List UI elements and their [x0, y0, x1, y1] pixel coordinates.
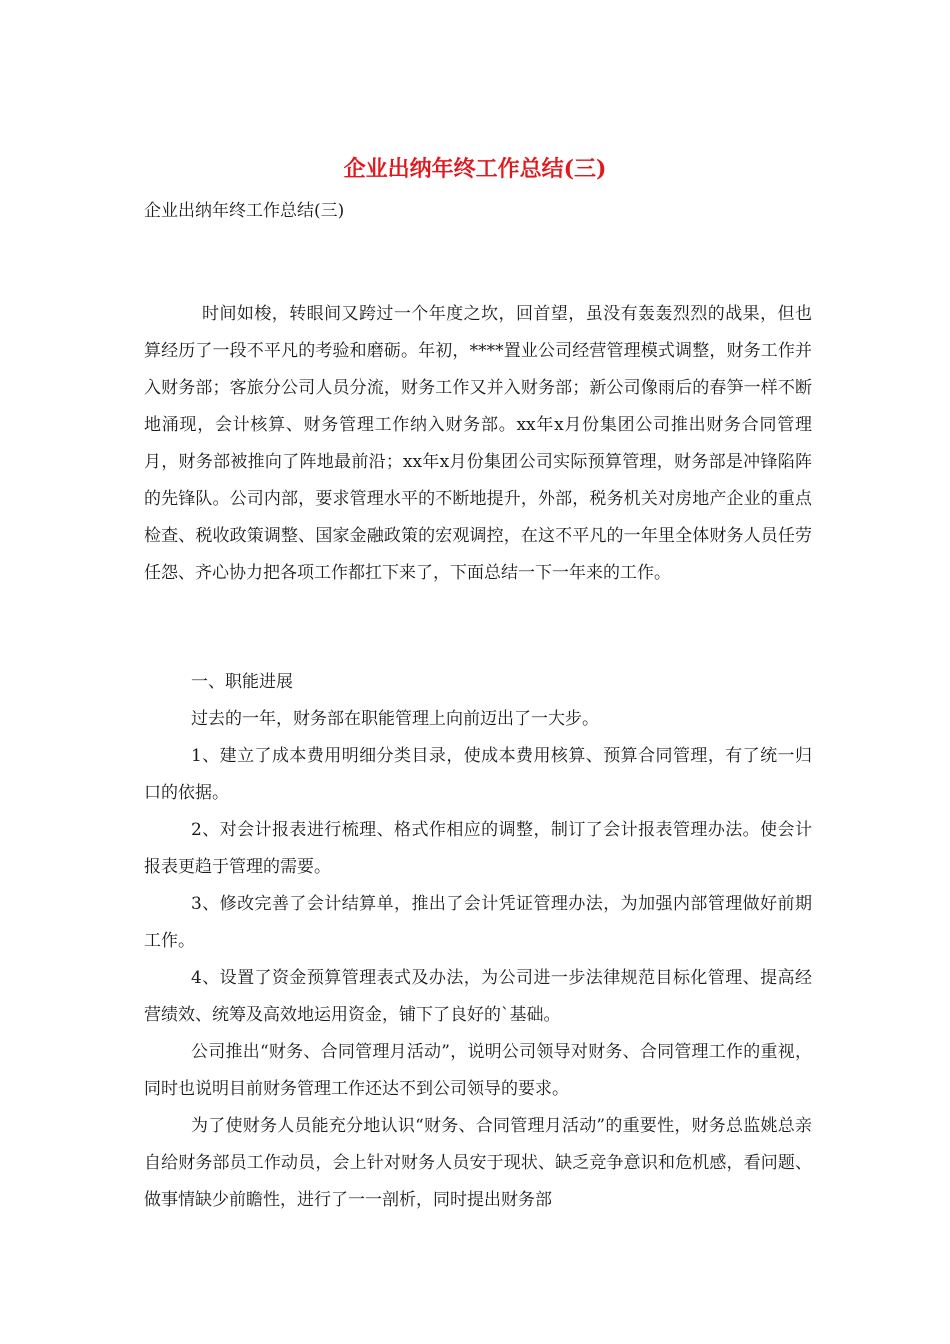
list-item-4: 4、设置了资金预算管理表式及办法，为公司进一步法律规范目标化管理、提高经营绩效、统筹及高效地运用资金，铺下了良好的`基础。 — [144, 968, 812, 1025]
document-title: 企业出纳年终工作总结(三) — [343, 156, 607, 182]
list-item-3: 3、修改完善了会计结算单，推出了会计凭证管理办法，为加强内部管理做好前期工作。 — [144, 894, 812, 951]
document-subtitle: 企业出纳年终工作总结(三) — [144, 201, 345, 221]
intro-paragraph: 时间如梭，转眼间又跨过一个年度之坎，回首望，虽没有轰轰烈烈的战果，但也算经历了一段不平凡的考验和磨砺。年初，****置业公司经营管理模式调整，财务工作并入财务部；客旅分公司人员分流，财务工作又并入财务部；新公司像雨后的春笋一样不断地涌现，会计核算、财务管理工作纳入财务部。xx年x月份集团公司推出财务合同管理月，财务部被推向了阵地最前沿；xx年x月份集团公司实际预算管理，财务部是冲锋陷阵的先锋队。公司内部，要求管理水平的不断地提升，外部，税务机关对房地产企业的重点检查、税收政策调整、国家金融政策的宏观调控，在这不平凡的一年里全体财务人员任劳任怨、齐心协力把各项工作都扛下来了，下面总结一下一年来的工作。 — [144, 304, 812, 583]
management-month-paragraph: 公司推出“财务、合同管理月活动”，说明公司领导对财务、合同管理工作的重视，同时也说明目前财务管理工作还达不到公司领导的要求。 — [144, 1042, 812, 1099]
list-item-2: 2、对会计报表进行梳理、格式作相应的调整，制订了会计报表管理办法。使会计报表更趋于管理的需要。 — [144, 820, 812, 877]
mobilization-meeting-paragraph: 为了使财务人员能充分地认识“财务、合同管理月活动”的重要性，财务总监姚总亲自给财务部员工作动员，会上针对财务人员安于现状、缺乏竞争意识和危机感，看问题、做事情缺少前瞻性，进行了一一剖析，同时提出财务部 — [144, 1116, 812, 1210]
list-item-1: 1、建立了成本费用明细分类目录，使成本费用核算、预算合同管理，有了统一归口的依据。 — [144, 746, 812, 803]
section-heading-functions: 一、职能进展 — [191, 672, 293, 692]
section-lead-paragraph: 过去的一年，财务部在职能管理上向前迈出了一大步。 — [191, 709, 599, 729]
